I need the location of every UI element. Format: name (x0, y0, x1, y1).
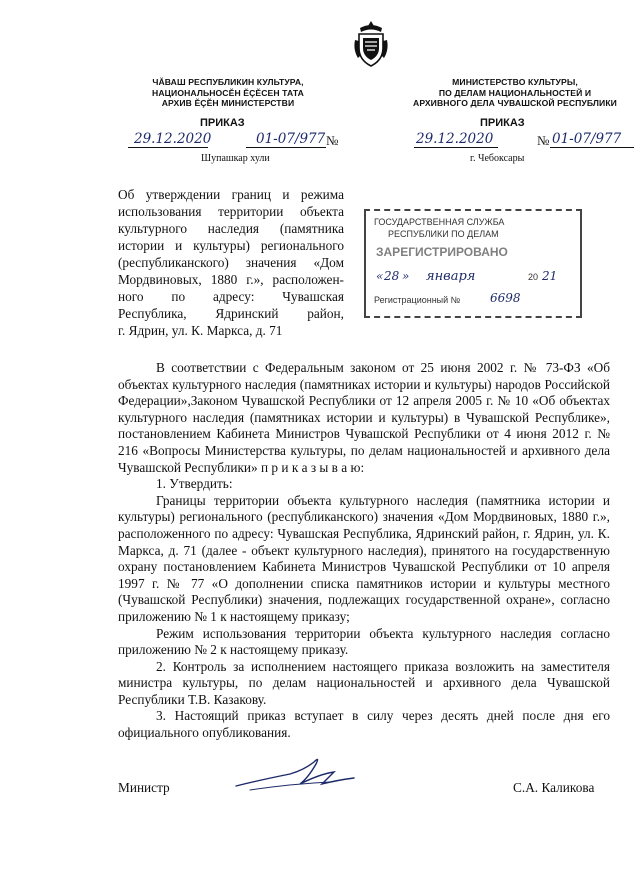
document-subject: Об утверждении границ и режима использования территории объекта культурного наследия (памятника истории и культуры) регионального (республиканского) значения «Дом Мордвиновых, 1880 г.», расположен- ного по адресу: Чувашская Республика, Ядринский район, г. Ядрин, ул. К. Маркса, д. 71 (118, 187, 344, 338)
coat-of-arms-emblem (352, 18, 390, 70)
paragraph-item-3: 3. Настоящий приказ вступает в силу через десять дней после дня его официального опубликования. (118, 708, 610, 741)
stamp-date-year: 21 (542, 269, 558, 283)
stamp-reg-label: Регистрационный № (374, 295, 461, 305)
document-body (118, 360, 610, 742)
left-number-sign: № (326, 133, 339, 148)
left-number: 01-07/977 (256, 131, 326, 147)
stamp-date-month: января (426, 269, 476, 284)
stamp-line-1: ГОСУДАРСТВЕННАЯ СЛУЖБА (374, 217, 505, 227)
right-doc-type: ПРИКАЗ (480, 117, 525, 129)
left-date-line (128, 131, 338, 153)
signer-name: С.А. Каликова (513, 780, 595, 795)
paragraph-item-2: 2. Контроль за исполнением настоящего приказа возложить на заместителя министра культуры, по делам национальностей и архивного дела Чувашской Республики Т.В. Казакову. (118, 658, 610, 707)
paragraph-boundaries: Границы территории объекта культурного наследия (памятника истории и культуры) регионального (республиканского) значения «Дом Мордвиновых, 1880 г.», расположенного по адресу: Чувашская Республика, Ядринский район, г. Ядрин, ул. К. Маркса, д. 71 (далее - объект культурного наследия), принятого на государственную охрану постановлением Кабинета Министров Чувашской Республики от 10 апреля 1997 г. № 77 «О дополнении списка памятников истории и культуры местного (Чувашской Республики) значения, подлежащих государственной охране», согласно приложению № 1 к настоящему приказу; (118, 492, 610, 624)
stamp-reg-number: 6698 (490, 291, 521, 305)
paragraph-item-1: 1. Утвердить: (156, 476, 233, 492)
registration-stamp (364, 209, 582, 318)
stamp-date-day: 28 (384, 269, 400, 283)
left-doc-type: ПРИКАЗ (200, 117, 245, 129)
stamp-date: « 28 » января 20 21 (376, 269, 558, 284)
right-date: 29.12.2020 (416, 131, 494, 147)
right-org-name: МИНИСТЕРСТВО КУЛЬТУРЫ, ПО ДЕЛАМ НАЦИОНАЛЬНОСТЕЙ И АРХИВНОГО ДЕЛА ЧУВАШСКОЙ РЕСПУБЛИКИ (413, 77, 617, 108)
left-date: 29.12.2020 (134, 131, 212, 147)
left-org-name: ЧĂВАШ РЕСПУБЛИКИН КУЛЬТУРА, НАЦИОНАЛЬНОСĔН ĔÇĔСЕН ТАТА АРХИВ ĔÇĔН МИНИСТЕРСТВИ (152, 77, 304, 108)
stamp-line-3: ЗАРЕГИСТРИРОВАНО (376, 245, 508, 259)
paragraph-regime: Режим использования территории объекта культурного наследия согласно приложению № 2 к настоящему приказу. (118, 625, 610, 658)
stamp-line-2: РЕСПУБЛИКИ ПО ДЕЛАМ (388, 229, 499, 239)
right-city: г. Чебоксары (470, 153, 525, 164)
right-number-sign: № (537, 133, 550, 148)
handwritten-signature (230, 750, 360, 800)
right-number: 01-07/977 (552, 131, 622, 147)
paragraph-legal-basis: В соответствии с Федеральным законом от 25 июня 2002 г. № 73-ФЗ «Об объектах культурного наследия (памятниках истории и культуры) народов Российской Федерации»,Законом Чувашской Республики от 12 апреля 2005 г. № 10 «Об объектах культурного наследия (памятниках истории и культуры) в Чувашской Республике», постановлением Кабинета Министров Чувашской Республики от 4 июня 2012 г. № 216 «Вопросы Министерства культуры, по делам национальностей и архивного дела Чувашской Республики» п р и к а з ы в а ю: (118, 360, 610, 475)
left-city: Шупашкар хули (201, 153, 270, 164)
signer-position: Министр (118, 780, 170, 795)
right-date-line (414, 131, 636, 153)
